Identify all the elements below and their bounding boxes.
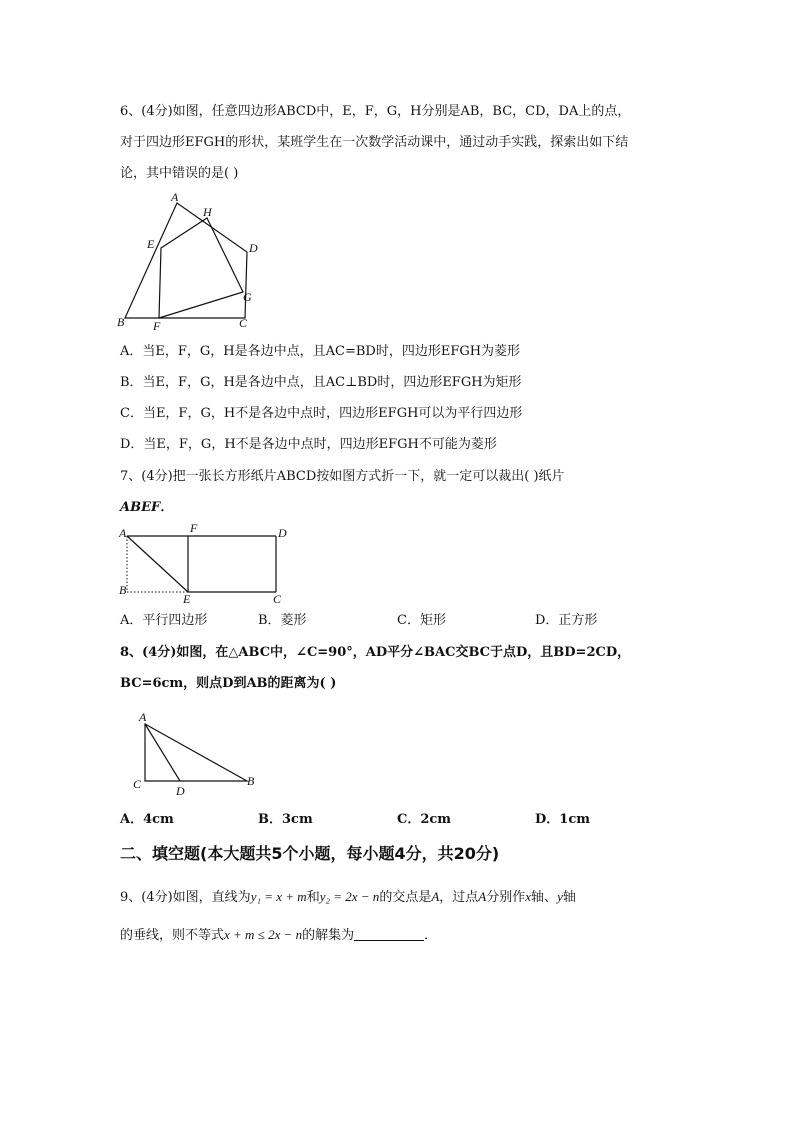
q7-option-a: A．平行四边形 — [120, 613, 208, 628]
q9-text-10: ． — [424, 928, 438, 943]
label-d: D — [249, 241, 258, 255]
quad-efgh — [159, 218, 243, 318]
q7-option-c: C．矩形 — [397, 613, 446, 628]
label-b: B — [119, 583, 127, 597]
label-c: C — [273, 592, 282, 604]
q9-text-6: 轴、 — [531, 890, 558, 905]
q8-stem-line-1: 8、(4分)如图，在△ABC中，∠C=90°，AD平分∠BAC交BC于点D，且BD=2CD， — [120, 645, 631, 660]
q9-inequality: x + m ≤ 2x − n — [224, 927, 303, 942]
q9-point-a: A — [431, 889, 440, 904]
label-c: C — [239, 316, 248, 330]
label-g: G — [243, 290, 252, 304]
label-h: H — [203, 205, 212, 219]
q9-text-5: 分别作 — [486, 890, 526, 905]
q9-text-8: 的垂线，则不等式 — [120, 928, 225, 943]
q6-quadrilateral-figure — [115, 188, 265, 333]
q6-option-b: B．当E，F，G，H是各边中点，且AC⊥BD时，四边形EFGH为矩形 — [120, 375, 522, 390]
q7-stem-line-2: ABEF． — [120, 500, 174, 515]
q7-stem-line-1: 7、(4分)把一张长方形纸片ABCD按如图方式折一下，就一定可以裁出( )纸片 — [120, 469, 565, 484]
q8-stem-line-2: BC=6cm，则点D到AB的距离为( ) — [120, 676, 337, 691]
q9-text-1: 9、(4分)如图，直线为 — [120, 890, 251, 905]
label-b: B — [117, 315, 125, 329]
q9-y-axis: y — [557, 889, 563, 904]
label-f: F — [153, 319, 161, 333]
q7-option-b: B．菱形 — [258, 613, 307, 628]
q9-answer-blank[interactable] — [354, 926, 424, 941]
q7-option-d: D．正方形 — [535, 613, 598, 628]
label-d: D — [278, 526, 287, 540]
q8-triangle-figure — [125, 708, 265, 800]
q6-stem-line-1: 6、(4分)如图，任意四边形ABCD中，E，F，G，H分别是AB，BC，CD，DA上的点， — [120, 104, 631, 119]
q9-text-9: 的解集为 — [302, 928, 355, 943]
q9-text-7: 轴 — [562, 890, 576, 905]
q9-equation-2: y₂ = 2x − n — [319, 889, 380, 904]
q8-option-a: A．4cm — [120, 812, 174, 827]
quad-abcd — [125, 203, 247, 318]
label-d: D — [176, 784, 185, 798]
q8-option-b: B．3cm — [258, 812, 313, 827]
label-f: F — [190, 521, 198, 535]
label-a: A — [119, 526, 127, 540]
q9-point-a-2: A — [478, 889, 487, 904]
label-e: E — [183, 592, 191, 604]
q8-option-c: C．2cm — [397, 812, 452, 827]
label-c: C — [133, 777, 142, 791]
q9-text-3: 的交点是 — [379, 890, 432, 905]
label-e: E — [147, 237, 155, 251]
q9-equation-1: y₁ = x + m — [250, 889, 307, 904]
label-a: A — [171, 190, 179, 204]
q6-option-c: C．当E，F，G，H不是各边中点时，四边形EFGH可以为平行四边形 — [120, 406, 523, 421]
q9-stem-line-1 — [120, 888, 576, 907]
q9-text-2: 和 — [306, 890, 320, 905]
label-b: B — [247, 774, 255, 788]
q6-option-d: D．当E，F，G，H不是各边中点时，四边形EFGH不可能为菱形 — [120, 437, 497, 452]
q8-option-d: D．1cm — [535, 812, 590, 827]
q9-text-4: ，过点 — [439, 890, 479, 905]
q6-stem-line-3: 论，其中错误的是( ) — [120, 166, 239, 181]
label-a: A — [139, 710, 147, 724]
section-2-title: 二、填空题(本大题共5个小题，每小题4分，共20分) — [120, 844, 500, 863]
q7-rectangle-fold-figure — [115, 520, 295, 604]
q9-x-axis: x — [525, 889, 532, 904]
q6-option-a: A．当E，F，G，H是各边中点，且AC=BD时，四边形EFGH为菱形 — [120, 344, 521, 359]
q6-stem-line-2: 对于四边形EFGH的形状，某班学生在一次数学活动课中，通过动手实践，探索出如下结 — [120, 135, 629, 150]
q9-stem-line-2 — [120, 926, 437, 945]
